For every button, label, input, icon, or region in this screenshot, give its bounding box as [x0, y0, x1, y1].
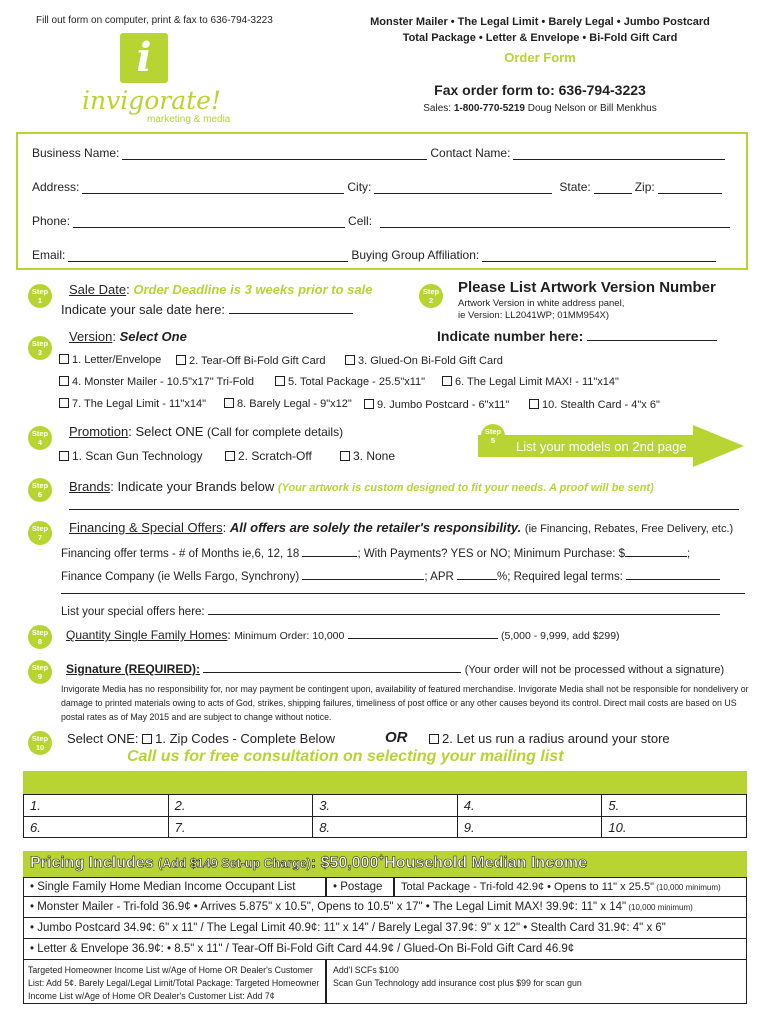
version-option-4[interactable] — [59, 376, 254, 388]
pricing-row-letter: • Letter & Envelope 36.9¢: • 8.5" x 11" / Tear-Off Bi-Fold Gift Card 44.9¢ / Glued-On Bi-Fold Gift Card 46.9¢ — [23, 938, 747, 960]
version-option-3[interactable] — [345, 355, 503, 367]
step-4-badge — [28, 426, 52, 450]
minimum-purchase-field[interactable] — [625, 546, 687, 557]
median-income: : $50,000 — [310, 854, 379, 872]
total-package-min: (10,000 minimum) — [653, 883, 721, 892]
order-form-title: Order Form — [504, 50, 576, 65]
sales-contact — [320, 103, 760, 114]
zip-cell-2[interactable]: 2. — [168, 795, 313, 816]
zip-cell-9[interactable]: 9. — [457, 817, 602, 837]
step-1-badge — [28, 284, 52, 308]
apr-label: ; APR — [424, 571, 454, 583]
version-option-8-label: 8. Barely Legal - 9"x12" — [237, 398, 352, 410]
income-plus: + — [378, 853, 385, 864]
finance-company-row — [61, 569, 720, 583]
monster-mailer-price: • Monster Mailer - Tri-fold 36.9¢ • Arrives 5.875" x 10.5", Opens to 10.5" x 17" • The Legal Limit MAX! 39.9¢: 11" x 14" — [30, 901, 627, 913]
pricing-addons — [326, 959, 747, 1004]
monster-mailer-min: (10,000 minimum) — [626, 903, 693, 912]
version-option-8[interactable] — [224, 398, 352, 410]
artwork-version-sub-1: Artwork Version in white address panel, — [458, 298, 625, 309]
sale-date-heading: Sale Date: Order Deadline is 3 weeks prior to sale — [69, 282, 373, 297]
setup-charge: (Add $149 Set-up Charge) — [158, 856, 311, 871]
financing-bold: All offers are solely the retailer's responsibility. — [229, 520, 522, 535]
version-option-4-label: 4. Monster Mailer - 10.5"x17" Tri-Fold — [72, 376, 255, 388]
legal-terms-field[interactable] — [626, 569, 720, 580]
household-label: Household Median Income — [384, 854, 587, 872]
special-offers-label: List your special offers here: — [61, 606, 205, 618]
pricing-cell-postage: • Postage — [326, 877, 394, 897]
checkbox-icon[interactable] — [142, 734, 152, 744]
step-8-badge — [28, 625, 52, 649]
consultation-banner: Call us for free consultation on selecting your mailing list — [127, 748, 564, 765]
version-option-6-label: 6. The Legal Limit MAX! - 11"x14" — [455, 376, 619, 388]
quantity-title: Quantity Single Family Homes — [66, 628, 228, 642]
financing-examples: (ie Financing, Rebates, Free Delivery, etc.) — [524, 523, 734, 535]
checkbox-icon[interactable] — [176, 355, 186, 365]
step-9-label: Step 9 — [31, 663, 49, 681]
version-option-3-label: 3. Glued-On Bi-Fold Gift Card — [358, 355, 503, 367]
promotion-option-2[interactable] — [225, 449, 312, 463]
pricing-row-monster — [23, 896, 747, 918]
checkbox-icon[interactable] — [59, 451, 69, 461]
step-1-label: Step 1 — [31, 287, 49, 305]
version-option-6[interactable] — [442, 376, 619, 388]
minimum-order: Minimum Order: 10,000 — [234, 630, 345, 642]
mailing-list-row — [67, 731, 335, 746]
buying-group-label: Buying Group Affiliation: — [351, 248, 480, 262]
version-option-7[interactable] — [59, 398, 206, 410]
address-field[interactable] — [82, 182, 344, 194]
financing-title: Financing & Special Offers — [69, 520, 223, 535]
step-8-label: Step 8 — [31, 628, 49, 646]
zip-cell-7[interactable]: 7. — [168, 817, 313, 837]
business-name-field[interactable] — [122, 148, 427, 160]
step-5-badge — [481, 424, 505, 448]
promotion-option-3[interactable] — [340, 449, 395, 463]
finance-company-field[interactable] — [302, 569, 424, 580]
promotion-option-1-label: 1. Scan Gun Technology — [72, 449, 203, 463]
checkbox-icon[interactable] — [529, 399, 539, 409]
zip-cell-10[interactable]: 10. — [601, 817, 746, 837]
legal-terms-extra-line[interactable] — [61, 584, 745, 594]
scan-gun-price: Scan Gun Technology add insurance cost plus $99 for scan gun — [333, 978, 582, 988]
zip-cell-6[interactable]: 6. — [30, 820, 41, 835]
step-2-label: Step 2 — [422, 287, 440, 305]
zip-cell-3[interactable]: 3. — [312, 795, 457, 816]
zip-grid-header-bar — [23, 771, 747, 794]
sale-date-field[interactable] — [229, 302, 353, 314]
total-package-price: Total Package - Tri-fold 42.9¢ • Opens to 11" x 25.5" — [401, 881, 654, 893]
order-deadline: Order Deadline is 3 weeks prior to sale — [133, 282, 373, 297]
promotion-title: Promotion — [69, 424, 129, 439]
version-option-5[interactable] — [275, 376, 425, 388]
address-label: Address: — [32, 180, 80, 194]
brands-heading: Brands: Indicate your Brands below (Your artwork is custom designed to fit your needs. A proof will be sent) — [69, 479, 654, 494]
business-name-label: Business Name: — [32, 146, 120, 160]
phone-label: Phone: — [32, 214, 71, 228]
signature-title: Signature (REQUIRED): — [66, 662, 201, 676]
zip-cell-4[interactable]: 4. — [457, 795, 602, 816]
brands-note: (Your artwork is custom designed to fit your needs. A proof will be sent) — [277, 482, 654, 494]
promotion-call-note: (Call for complete details) — [207, 425, 344, 439]
checkbox-icon[interactable] — [225, 451, 235, 461]
buying-group-field[interactable] — [482, 250, 716, 262]
pricing-heading — [30, 853, 587, 872]
disclaimer-text: Invigorate Media has no responsibility for, nor may payment be contingent upon, availability of featured merchandise. Invigorate Media shall not be responsible for nondelivery or damage to printed materials owing to acts of God, strikes, shipping failures, timeliness of post office or any other causes beyond its control. Direct mail costs are based on US postal rates as of May 2015 and are subject to change without notice. — [61, 684, 749, 722]
sales-phone: 1-800-770-5219 — [453, 103, 525, 114]
version-option-9[interactable] — [364, 399, 509, 411]
artwork-number-label: Indicate number here: — [437, 328, 584, 344]
contact-name-field[interactable] — [513, 148, 725, 160]
pricing-cell-list: • Single Family Home Median Income Occupant List — [23, 877, 326, 897]
step-10-badge — [28, 731, 52, 755]
zip-code-grid — [23, 794, 747, 838]
step-7-label: Step 7 — [31, 524, 49, 542]
zip-grid-row — [24, 795, 746, 816]
promotion-option-2-label: 2. Scratch-Off — [238, 449, 312, 463]
checkbox-icon[interactable] — [59, 354, 69, 364]
promotion-heading: Promotion: Select ONE (Call for complete details) — [69, 424, 344, 439]
customer-info-box — [16, 132, 748, 270]
step-3-label: Step 3 — [31, 339, 49, 357]
sale-date-row — [61, 302, 353, 317]
zip-label: Zip: — [634, 180, 655, 194]
zip-grid-row — [24, 816, 746, 837]
months-field[interactable] — [302, 546, 357, 557]
product-list-line-2: Total Package • Letter & Envelope • Bi-Fold Gift Card — [402, 32, 678, 44]
step-2-badge — [419, 284, 443, 308]
promotion-option-3-label: 3. None — [353, 449, 396, 463]
radius-option[interactable] — [429, 731, 670, 746]
finance-company-label: Finance Company — [61, 571, 155, 583]
phone-field[interactable] — [73, 216, 345, 228]
cell-label: Cell: — [348, 214, 373, 228]
zip-cell-1[interactable]: 1. — [30, 798, 41, 813]
step-6-label: Step 6 — [31, 481, 49, 499]
city-field[interactable] — [374, 182, 552, 194]
checkbox-icon[interactable] — [340, 451, 350, 461]
finance-company-example: (ie Wells Fargo, Synchrony) — [157, 571, 300, 583]
version-heading: Version: Select One — [69, 329, 187, 344]
version-select-one: Select One — [119, 329, 187, 344]
legal-terms-label: %; Required legal terms: — [497, 571, 623, 583]
brands-field[interactable] — [69, 500, 739, 510]
cell-field[interactable] — [380, 216, 730, 228]
checkbox-icon[interactable] — [275, 376, 285, 386]
step-4-label: Step 4 — [31, 429, 49, 447]
version-option-1[interactable] — [59, 354, 161, 366]
version-title: Version — [69, 329, 113, 344]
version-option-2[interactable] — [176, 355, 326, 367]
mailing-select-label: Select ONE: — [67, 731, 139, 746]
checkbox-icon[interactable] — [59, 376, 69, 386]
city-label: City: — [347, 180, 372, 194]
zip-codes-option[interactable]: 1. Zip Codes - Complete Below — [155, 731, 336, 746]
sales-names: Doug Nelson or Bill Menkhus — [525, 103, 657, 114]
signature-field[interactable] — [203, 662, 461, 673]
fax-number-heading: Fax order form to: 636-794-3223 — [434, 82, 646, 98]
logo-letter: i — [136, 34, 152, 81]
brands-title: Brands — [69, 479, 111, 494]
pricing-row-jumbo: • Jumbo Postcard 34.9¢: 6" x 11" / The Legal Limit 40.9¢: 11" x 14" / Barely Legal 37.9¢: 9" x 12" • Stealth Card 31.9¢: 4" x 6" — [23, 917, 747, 939]
financing-terms-label: Financing offer terms - # of Months — [61, 548, 240, 560]
version-option-2-label: 2. Tear-Off Bi-Fold Gift Card — [189, 355, 326, 367]
step-9-badge — [28, 660, 52, 684]
sale-date-title: Sale Date — [69, 282, 127, 297]
version-option-7-label: 7. The Legal Limit - 11"x14" — [72, 398, 206, 410]
state-field[interactable] — [594, 182, 632, 194]
checkbox-icon[interactable] — [364, 399, 374, 409]
logo-tagline: marketing & media — [147, 114, 231, 125]
or-label: OR — [385, 729, 408, 746]
fax-instructions: Fill out form on computer, print & fax to 636-794-3223 — [36, 15, 273, 26]
step-7-badge — [28, 521, 52, 545]
quantity-field[interactable] — [348, 628, 498, 639]
checkbox-icon[interactable] — [442, 376, 452, 386]
email-label: Email: — [32, 248, 66, 262]
artwork-number-field[interactable] — [587, 327, 717, 341]
pricing-targeted-list: Targeted Homeowner Income List w/Age of Home OR Dealer's Customer List: Add 5¢. Barely Legal/Legal Limit/Total Package: Targeted Homeowner Income List w/Age of Home OR Dealer's Customer List: Add 7¢ — [23, 959, 326, 1004]
special-offers-field[interactable] — [208, 604, 720, 615]
zip-cell-8[interactable]: 8. — [312, 817, 457, 837]
step-6-badge — [28, 478, 52, 502]
sales-label: Sales: — [423, 103, 454, 114]
promotion-option-1[interactable] — [59, 449, 203, 463]
version-option-9-label: 9. Jumbo Postcard - 6"x11" — [377, 399, 510, 411]
email-field[interactable] — [68, 250, 348, 262]
checkbox-icon[interactable] — [224, 398, 234, 408]
artwork-version-sub-2: ie Version: LL2041WP; 01MM954X) — [458, 310, 610, 321]
pricing-cell-total-package — [394, 877, 747, 897]
state-label: State: — [559, 180, 591, 194]
version-option-10-label: 10. Stealth Card - 4"x 6" — [542, 399, 660, 411]
radius-option-label: 2. Let us run a radius around your store — [442, 731, 670, 746]
contact-name-label: Contact Name: — [430, 146, 511, 160]
financing-terms-example: ie,6, 12, 18 — [242, 548, 300, 560]
financing-payments-label: ; With Payments? YES or NO; Minimum Purchase: $ — [357, 548, 626, 560]
version-option-1-label: 1. Letter/Envelope — [72, 354, 162, 366]
addl-scf-price: Add'l SCFs $100 — [333, 965, 399, 975]
invigorate-logo-icon — [120, 33, 168, 83]
financing-terms-row: Financing offer terms - # of Months ie,6, 12, 18 ; With Payments? YES or NO; Minimum Purchase: $ ; — [61, 548, 691, 560]
step-5-text: List your models on 2nd page — [516, 439, 687, 454]
quantity-row: Quantity Single Family Homes: Minimum Order: 10,000 (5,000 - 9,999, add $299) — [66, 628, 620, 642]
version-option-10[interactable] — [529, 399, 660, 411]
zip-field[interactable] — [658, 182, 722, 194]
artwork-version-heading: Please List Artwork Version Number — [458, 279, 716, 296]
pricing-title: Pricing Includes — [30, 854, 154, 872]
product-list-line-1: Monster Mailer • The Legal Limit • Barely Legal • Jumbo Postcard — [370, 16, 710, 28]
step-5-label: Step 5 — [484, 427, 502, 445]
brands-text: Indicate your Brands below — [117, 479, 275, 494]
sale-date-label: Indicate your sale date here: — [61, 302, 226, 317]
zip-cell-5[interactable]: 5. — [601, 795, 746, 816]
signature-warning: (Your order will not be processed without a signature) — [464, 664, 725, 676]
step-10-label: Step 10 — [31, 734, 49, 752]
artwork-number-row — [437, 327, 717, 344]
logo-wordmark: invigorate! — [82, 86, 222, 115]
signature-row — [66, 662, 724, 676]
step-3-badge — [28, 336, 52, 360]
checkbox-icon[interactable] — [429, 734, 439, 744]
financing-heading: Financing & Special Offers: All offers are solely the retailer's responsibility. (ie Financing, Rebates, Free Delivery, etc.) — [69, 520, 734, 535]
promotion-select: Select ONE — [135, 424, 204, 439]
special-offers-row — [61, 604, 720, 618]
apr-field[interactable] — [457, 569, 497, 580]
quantity-range-note: (5,000 - 9,999, add $299) — [501, 630, 620, 642]
version-option-5-label: 5. Total Package - 25.5"x11" — [288, 376, 426, 388]
checkbox-icon[interactable] — [345, 355, 355, 365]
checkbox-icon[interactable] — [59, 398, 69, 408]
